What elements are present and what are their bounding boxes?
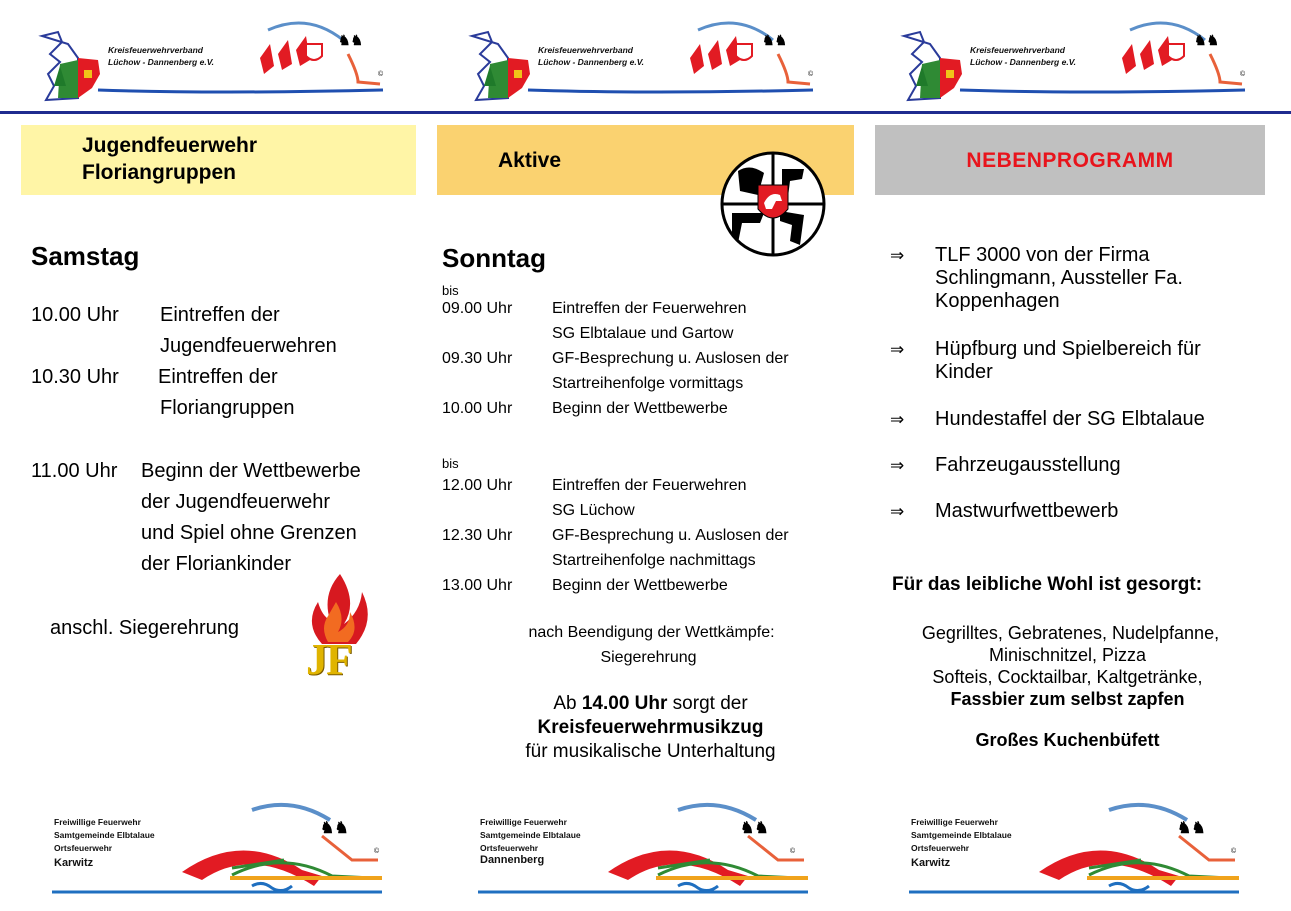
line: SG Lüchow	[552, 502, 635, 519]
time: 13.00 Uhr	[442, 577, 513, 594]
footer-line: Samtgemeinde Elbtalaue	[480, 830, 581, 840]
time: 12.00 Uhr	[442, 477, 513, 494]
footer-logo-middle	[478, 800, 828, 900]
schedule-item-text	[141, 456, 361, 580]
music-suffix: sorgt der	[667, 693, 748, 714]
music-prefix: Ab	[553, 693, 582, 714]
line: Kinder	[935, 361, 993, 383]
footer-place: Karwitz	[54, 857, 94, 869]
schedule-item	[31, 456, 117, 487]
fire-fighters-icon: ♞♞	[338, 32, 364, 48]
line: Koppenhagen	[935, 290, 1060, 312]
fire-fighters-icon: ♞♞	[1194, 32, 1220, 48]
schedule-times-afternoon	[442, 473, 512, 598]
copyright: ©	[374, 848, 380, 855]
line: der Jugendfeuerwehr	[141, 491, 331, 513]
line: nach Beendigung der Wettkämpfe:	[528, 624, 775, 641]
food-list	[875, 622, 1260, 710]
fire-fighters-icon: ♞♞	[740, 820, 769, 837]
bis-label: bis	[442, 456, 459, 471]
line: GF-Besprechung u. Auslosen der	[552, 527, 789, 544]
time: 09.30 Uhr	[442, 350, 513, 367]
schedule-text-afternoon	[552, 473, 789, 598]
fire-service-emblem-icon	[720, 151, 826, 257]
org-region: Lüchow - Dannenberg e.V.	[108, 57, 214, 67]
line: SG Elbtalaue und Gartow	[552, 325, 734, 342]
line: Schlingmann, Aussteller Fa.	[935, 267, 1183, 289]
org-name: Kreisfeuerwehrverband	[970, 45, 1065, 55]
org-name: Kreisfeuerwehrverband	[538, 45, 633, 55]
line: Eintreffen der Feuerwehren	[552, 477, 747, 494]
line: Eintreffen der	[158, 366, 278, 388]
day-title-sunday: Sonntag	[442, 243, 546, 273]
line: Siegerehrung	[600, 649, 697, 666]
jf-letters: JF	[306, 635, 351, 684]
line: Floriangruppen	[160, 397, 295, 419]
arrow-icon: ⇒	[890, 246, 905, 265]
banner-title: Aktive	[498, 149, 562, 172]
line: Mastwurfwettbewerb	[935, 500, 1119, 522]
line: und Spiel ohne Grenzen	[141, 522, 357, 544]
copyright: ©	[378, 71, 384, 78]
line: Jugendfeuerwehren	[160, 335, 337, 357]
music-band: Kreisfeuerwehrmusikzug	[537, 717, 764, 738]
line: Gegrilltes, Gebratenes, Nudelpfanne,	[921, 623, 1220, 643]
header-rule	[0, 111, 1291, 114]
schedule-item-text	[160, 300, 337, 362]
arrow-icon: ⇒	[890, 502, 905, 521]
line: Fahrzeugausstellung	[935, 454, 1121, 476]
copyright: ©	[1240, 71, 1246, 78]
fire-fighters-icon: ♞♞	[762, 32, 788, 48]
footer-line: Ortsfeuerwehr	[911, 843, 970, 853]
line: Beginn der Wettbewerbe	[552, 400, 728, 417]
line: TLF 3000 von der Firma	[935, 244, 1150, 266]
music-note	[437, 692, 854, 764]
footer-line: Freiwillige Feuerwehr	[911, 817, 998, 827]
time: 10.30 Uhr	[31, 366, 119, 388]
header-logo-left	[38, 14, 388, 109]
banner-jugendfeuerwehr	[21, 125, 416, 195]
fire-fighters-icon: ♞♞	[320, 820, 349, 837]
line: Softeis, Cocktailbar, Kaltgetränke,	[932, 667, 1203, 687]
music-tail: für musikalische Unterhaltung	[525, 741, 776, 762]
header-logo-right	[900, 14, 1250, 109]
copyright: ©	[1231, 848, 1237, 855]
schedule-item	[31, 300, 119, 331]
footer-line: Ortsfeuerwehr	[480, 843, 539, 853]
banner-title: NEBENPROGRAMM	[966, 149, 1174, 172]
footer-line: Samtgemeinde Elbtalaue	[54, 830, 155, 840]
arrow-icon: ⇒	[890, 456, 905, 475]
arrow-icon: ⇒	[890, 340, 905, 359]
footer-place: Dannenberg	[480, 854, 545, 866]
footer-place: Karwitz	[911, 857, 951, 869]
footer-line: Freiwillige Feuerwehr	[54, 817, 141, 827]
schedule-times-morning	[442, 296, 512, 421]
footer-line: Ortsfeuerwehr	[54, 843, 113, 853]
award-text: anschl. Siegerehrung	[50, 617, 240, 639]
time: 09.00 Uhr	[442, 300, 513, 317]
time: 11.00 Uhr	[31, 460, 118, 482]
line: Startreihenfolge nachmittags	[552, 552, 756, 569]
cake-note: Großes Kuchenbüfett	[975, 730, 1160, 750]
line: Hüpfburg und Spielbereich für	[935, 338, 1201, 360]
copyright: ©	[790, 848, 796, 855]
bis-label: bis	[442, 283, 459, 298]
line: Beginn der Wettbewerbe	[552, 577, 728, 594]
time: 10.00 Uhr	[442, 400, 513, 417]
footer-line: Freiwillige Feuerwehr	[480, 817, 567, 827]
fire-fighters-icon: ♞♞	[1177, 820, 1206, 837]
line: Eintreffen der	[160, 304, 280, 326]
line-bold: Fassbier zum selbst zapfen	[950, 689, 1185, 709]
schedule-item-text	[158, 362, 295, 424]
line: der Floriankinder	[141, 553, 292, 575]
org-name: Kreisfeuerwehrverband	[108, 45, 203, 55]
line: Minischnitzel, Pizza	[988, 645, 1147, 665]
copyright: ©	[808, 71, 814, 78]
line: GF-Besprechung u. Auslosen der	[552, 350, 789, 367]
banner-title-line2: Floriangruppen	[82, 161, 236, 184]
line: Hundestaffel der SG Elbtalaue	[935, 408, 1205, 430]
schedule-text-morning	[552, 296, 789, 421]
arrow-icon: ⇒	[890, 410, 905, 429]
line: Eintreffen der Feuerwehren	[552, 300, 747, 317]
after-competition-note	[437, 620, 854, 670]
header-logo-middle	[468, 14, 818, 109]
footer-line: Samtgemeinde Elbtalaue	[911, 830, 1012, 840]
line: Startreihenfolge vormittags	[552, 375, 744, 392]
time: 12.30 Uhr	[442, 527, 513, 544]
jf-logo	[300, 572, 372, 690]
day-title-saturday: Samstag	[31, 241, 140, 271]
music-line1	[447, 692, 854, 716]
footer-logo-right	[909, 800, 1259, 900]
music-time: 14.00 Uhr	[581, 693, 668, 714]
food-title: Für das leibliche Wohl ist gesorgt:	[892, 574, 1203, 595]
org-region: Lüchow - Dannenberg e.V.	[538, 57, 644, 67]
org-region: Lüchow - Dannenberg e.V.	[970, 57, 1076, 67]
banner-nebenprogramm	[875, 125, 1265, 195]
time: 10.00 Uhr	[31, 304, 119, 326]
banner-title-line1: Jugendfeuerwehr	[82, 134, 258, 157]
line: Beginn der Wettbewerbe	[141, 460, 361, 482]
footer-logo-left	[52, 800, 402, 900]
schedule-item	[31, 362, 119, 393]
